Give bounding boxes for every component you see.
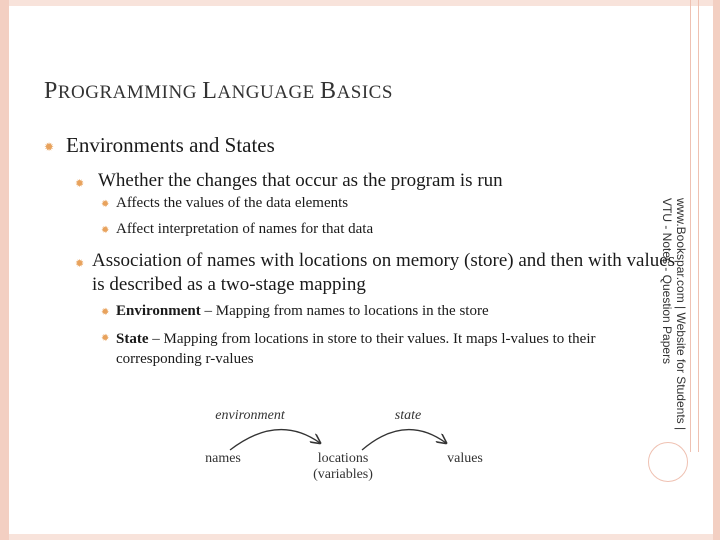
frame-right-border [713, 0, 720, 540]
gear-bullet-icon: ✹ [101, 199, 110, 210]
sidebar-line: VTU - Notes - Question Papers [660, 198, 674, 365]
slide-title [44, 78, 644, 105]
gear-bullet-icon: ✹ [101, 225, 110, 236]
sidebar-line: www.Bookspar.com | Website for Students | [674, 198, 688, 431]
environment-label: environment [215, 408, 285, 423]
sidebar-vertical-text [660, 198, 688, 430]
environment-definition-text: – Mapping from names to locations in the store [200, 303, 489, 319]
title-cap: L [202, 78, 218, 104]
bullet-state-definition [116, 329, 646, 369]
title-cap: P [44, 78, 58, 104]
title-rest: ROGRAMMING [57, 82, 203, 103]
names-node: names [205, 451, 241, 466]
gear-bullet-icon: ✹ [101, 307, 110, 318]
state-arrow [362, 430, 446, 450]
bullet-environment-definition [116, 303, 489, 320]
decorative-line [690, 0, 691, 452]
environment-arrow [230, 430, 320, 450]
title-rest: ASICS [336, 82, 393, 103]
frame-left-border [0, 0, 9, 540]
state-label: state [394, 408, 422, 423]
title-rest: ANGUAGE [217, 82, 321, 103]
gear-bullet-icon: ✹ [101, 333, 110, 344]
gear-bullet-icon: ✹ [75, 177, 85, 190]
frame-bottom-border [9, 534, 713, 540]
bullet-affects-values: Affects the values of the data elements [116, 195, 349, 211]
term-environment: Environment [116, 303, 201, 319]
term-state: State [116, 331, 149, 347]
values-node: values [447, 451, 483, 466]
variables-node: (variables) [313, 467, 373, 482]
bullet-environments-and-states: Environments and States [66, 133, 275, 157]
gear-bullet-icon: ✹ [75, 257, 85, 270]
bullet-affect-interpretation: Affect interpretation of names for that data [116, 221, 374, 237]
two-stage-mapping-diagram [190, 395, 510, 490]
decorative-circle [648, 442, 688, 482]
bullet-association-of-names: Association of names with locations on memory (store) and then with values is described as a two-stage mapping [92, 250, 676, 295]
frame-top-border [9, 0, 713, 6]
bullet-whether-changes: Whether the changes that occur as the program is run [98, 170, 503, 191]
decorative-line [698, 0, 699, 452]
gear-bullet-icon: ✹ [44, 140, 55, 154]
locations-node: locations [317, 451, 369, 466]
state-definition-text: – Mapping from locations in store to their values. It maps l-values to their corresponding r-values [116, 331, 596, 367]
title-cap: B [320, 78, 337, 104]
